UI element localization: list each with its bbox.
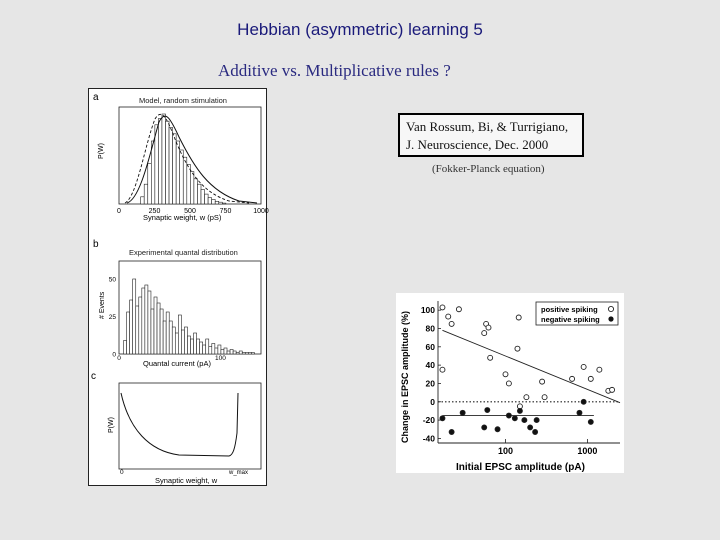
- panel-b-ytick: 50: [108, 276, 116, 284]
- panel-b-ylabel: # Events: [99, 291, 106, 319]
- panel-a-bar: [190, 172, 194, 204]
- scatter-xlabel: Initial EPSC amplitude (pA): [456, 462, 585, 473]
- fokker-planck-note: (Fokker-Planck equation): [432, 163, 545, 175]
- panel-b-bar: [127, 312, 130, 354]
- slide-title: Hebbian (asymmetric) learning 5: [237, 20, 483, 39]
- panel-a-bar: [215, 201, 219, 204]
- panel-a-title: Model, random stimulation: [139, 96, 227, 105]
- panel-b-bar: [136, 306, 139, 354]
- panel-b-bar: [133, 279, 136, 354]
- positive-spiking-point: [488, 355, 493, 360]
- panel-c-xtick-wmax: w_max: [229, 470, 249, 476]
- negative-spiking-point: [495, 427, 500, 432]
- panel-a-bar: [208, 198, 212, 204]
- panel-b-bar: [203, 345, 206, 354]
- positive-spiking-point: [588, 376, 593, 381]
- panel-b-bar: [251, 353, 254, 355]
- positive-spiking-point: [449, 321, 454, 326]
- panel-b-bar: [227, 351, 230, 354]
- panel-a-bar: [194, 179, 198, 204]
- panel-b-bar: [163, 321, 166, 354]
- panel-a-bar: [197, 184, 201, 204]
- negative-spiking-point: [482, 425, 487, 430]
- panel-b-xtick: 100: [214, 355, 226, 362]
- scatter-ytick-label: -20: [422, 415, 435, 426]
- panel-a-bar: [144, 184, 148, 204]
- panel-a-letter: a: [93, 92, 99, 103]
- panel-a-bars: [141, 114, 226, 204]
- negative-spiking-point: [533, 430, 538, 435]
- panel-a-xtick: 750: [219, 208, 232, 215]
- panel-b-bar: [139, 297, 142, 354]
- scatter-xtick-label: 1000: [577, 446, 598, 456]
- scatter-ytick-label: 80: [425, 323, 435, 334]
- negative-spiking-point: [577, 410, 582, 415]
- positive-spiking-point: [482, 331, 487, 336]
- figure-left: [88, 88, 267, 486]
- panel-b-bar: [157, 303, 160, 354]
- legend-negative-marker: [608, 316, 613, 321]
- panel-b-letter: b: [93, 239, 99, 250]
- panel-b-xtick: 0: [117, 355, 121, 362]
- panel-b-bar: [160, 309, 163, 354]
- scatter-fit-lines: [438, 330, 620, 415]
- panel-a-bar: [205, 194, 209, 204]
- legend-negative-label: negative spiking: [541, 315, 600, 324]
- panel-b-bar: [172, 327, 175, 354]
- positive-spiking-point: [446, 314, 451, 319]
- scatter-ytick-label: 0: [430, 396, 435, 407]
- panel-a-bar: [222, 203, 226, 204]
- panel-b-xlabel: Quantal current (pA): [143, 359, 211, 368]
- negative-spiking-point: [517, 408, 522, 413]
- legend-positive-marker: [608, 306, 613, 311]
- panel-b-bar: [230, 350, 233, 355]
- panel-b-bar: [181, 330, 184, 354]
- citation-journal: J. Neuroscience, Dec. 2000: [406, 137, 549, 152]
- positive-spiking-point: [440, 367, 445, 372]
- negative-spiking-point: [588, 419, 593, 424]
- panel-a-bar: [201, 190, 205, 204]
- positive-spiking-point: [506, 381, 511, 386]
- panel-b-bar: [233, 351, 236, 354]
- positive-spiking-point: [597, 367, 602, 372]
- negative-spiking-point: [528, 425, 533, 430]
- negative-spiking-point: [512, 416, 517, 421]
- panel-a-bar: [148, 164, 152, 205]
- panel-b-bar: [245, 353, 248, 355]
- panel-b-bar: [218, 345, 221, 354]
- panel-c-letter: c: [91, 371, 96, 382]
- positive-spiking-point: [570, 376, 575, 381]
- panel-b-bar: [178, 315, 181, 354]
- panel-a-bar: [176, 141, 180, 204]
- panel-b-bar: [187, 336, 190, 354]
- panel-a-bar: [212, 200, 216, 205]
- positive-spiking-point: [440, 305, 445, 310]
- panel-b-bar: [215, 348, 218, 354]
- scatter-ytick-label: -40: [422, 433, 435, 444]
- negative-spiking-point: [460, 410, 465, 415]
- panel-b-bar: [151, 309, 154, 354]
- positive-spiking-point: [540, 379, 545, 384]
- panel-a-xtick: 250: [148, 208, 161, 215]
- slide-subtitle: Additive vs. Multiplicative rules ?: [218, 61, 451, 80]
- panel-b-bar: [184, 327, 187, 354]
- panel-a-xlabel: Synaptic weight, w (pS): [143, 213, 222, 222]
- negative-spiking-point: [485, 408, 490, 413]
- panel-b-title: Experimental quantal distribution: [129, 248, 238, 257]
- scatter-xtick-label: 100: [497, 446, 514, 456]
- positive-spiking-point: [486, 325, 491, 330]
- panel-b-bar: [145, 285, 148, 354]
- panel-b-bar: [212, 344, 215, 355]
- panel-b-bar: [194, 333, 197, 354]
- negative-spiking-point: [534, 418, 539, 423]
- panel-c-xtick-0: 0: [120, 469, 124, 476]
- panel-a-xtick: 0: [117, 208, 121, 215]
- negative-spiking-point: [506, 413, 511, 418]
- panel-b-bar: [200, 342, 203, 354]
- panel-b-bars: [124, 279, 255, 354]
- panel-b-yticks: [109, 277, 117, 359]
- scatter-ylabel: Change in EPSC amplitude (%): [400, 310, 410, 443]
- panel-a-ylabel: P(W): [98, 143, 105, 159]
- scatter-ytick-label: 40: [425, 360, 435, 371]
- negative-spiking-point: [440, 416, 445, 421]
- panel-a-xtick: 1000: [253, 208, 269, 215]
- negative-spiking-point: [449, 430, 454, 435]
- panel-a-bar: [166, 121, 170, 204]
- panel-b-bar: [175, 333, 178, 354]
- panel-c-frame: [119, 383, 261, 469]
- panel-b-bar: [166, 312, 169, 354]
- panel-a-bar: [219, 202, 223, 204]
- panel-b-bar: [148, 291, 151, 354]
- scatter-svg: [396, 293, 624, 473]
- positive-spiking-point: [524, 395, 529, 400]
- positive-spiking-point: [515, 346, 520, 351]
- panel-a-bar: [162, 114, 166, 204]
- positive-spiking-point: [456, 307, 461, 312]
- scatter-ytick-label: 60: [425, 341, 435, 352]
- panel-b-bar: [169, 321, 172, 354]
- panel-a-bar: [173, 134, 177, 204]
- panel-b-bar: [197, 339, 200, 354]
- panel-b-bar: [142, 288, 145, 354]
- panel-c-curve: [121, 393, 238, 456]
- scatter-ytick-label: 100: [420, 305, 435, 316]
- panel-b-ytick: 25: [108, 314, 116, 321]
- positive-spiking-point: [503, 372, 508, 377]
- panel-b-bar: [242, 353, 245, 355]
- panel-c-ylabel: P(W): [108, 417, 115, 433]
- panel-b-bar: [224, 348, 227, 354]
- citation-box: [398, 113, 584, 157]
- positive-spiking-point: [610, 387, 615, 392]
- panel-b-bar: [209, 347, 212, 355]
- scatter-ytick-label: 20: [425, 378, 435, 389]
- panel-a-bar: [180, 150, 184, 204]
- panel-a-bar: [183, 157, 187, 204]
- negative-spiking-point: [522, 418, 527, 423]
- panel-b-bar: [248, 353, 251, 355]
- legend-positive-label: positive spiking: [541, 305, 598, 314]
- negative-spiking-point: [581, 399, 586, 404]
- figure-left-svg: [89, 89, 269, 485]
- panel-a-bar: [141, 197, 145, 204]
- panel-a-bar: [158, 119, 162, 205]
- scatter-fit-line-solid: [442, 330, 620, 402]
- panel-b-bar: [124, 341, 127, 355]
- panel-a-xtick: 500: [184, 208, 196, 215]
- panel-b-bar: [236, 353, 239, 355]
- positive-spiking-point: [581, 364, 586, 369]
- panel-b-bar: [130, 300, 133, 354]
- positive-spiking-point: [516, 315, 521, 320]
- positive-spiking-point: [542, 395, 547, 400]
- figure-right: [396, 293, 624, 473]
- panel-a-bar: [187, 164, 191, 204]
- panel-b-bar: [154, 297, 157, 354]
- panel-b-bar: [221, 350, 224, 355]
- panel-b-bar: [191, 339, 194, 354]
- panel-a-bar: [151, 141, 155, 204]
- panel-b-ytick: 0: [112, 351, 116, 359]
- citation-authors: Van Rossum, Bi, & Turrigiano,: [406, 119, 569, 134]
- panel-a-bar: [169, 128, 173, 205]
- panel-b-bar: [239, 351, 242, 354]
- panel-c-xlabel: Synaptic weight, w: [155, 476, 218, 485]
- panel-b-bar: [206, 339, 209, 354]
